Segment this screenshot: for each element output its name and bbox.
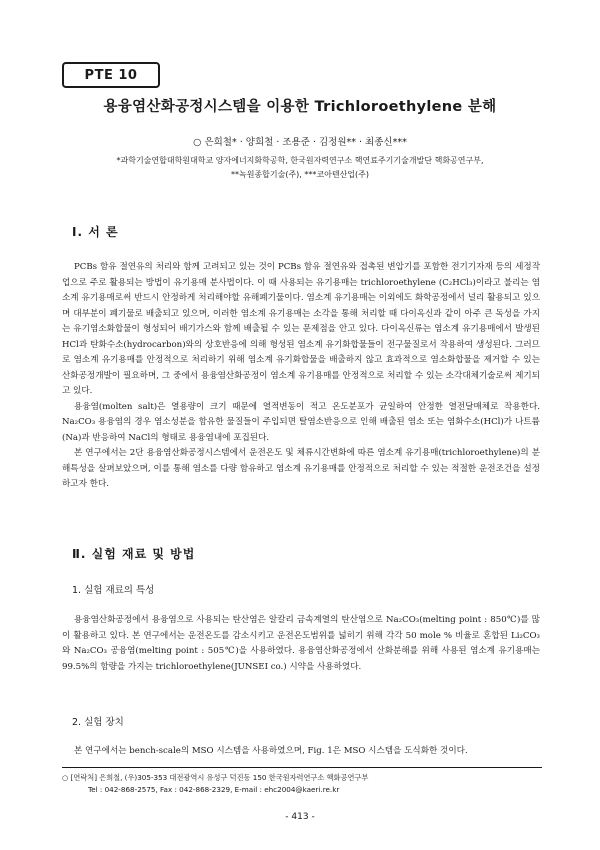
footnote-contact-line-2: Tel : 042-868-2575, Fax : 042-868-2329, E-mail : ehc2004@kaeri.re.kr	[88, 785, 340, 794]
affiliation-line-1: *과학기술연합대학원대학교 양자에너지화학공학, 한국원자력연구소 핵연료주기기술개발단 핵화공연구부,	[116, 156, 484, 165]
section-heading-methods: Ⅱ. 실험 재료 및 방법	[72, 547, 196, 561]
materials-paragraph: 용융염산화공정에서 용융염으로 사용되는 탄산염은 알칼리 금속계열의 탄산염으로 Na₂CO₃(melting point : 850℃)를 많이 활용하고 있다. 본 연구에서는 운전온도를 감소시키고 운전온도범위를 넓히기 위해 각각 50 mole % 비율로 혼합된 Li₂CO₃와 Na₂CO₃ 공융염(melting point : 505℃)을 사용하였다. 용융염산화공정에서 산화분해를 위해 사용된 염소계 유기용매는 99.5%의 함량을 가지는 trichloroethylene(JUNSEI co.) 시약을 사용하였다.	[62, 615, 540, 672]
subsection-heading-apparatus: 2. 실험 장치	[72, 717, 124, 728]
intro-paragraph-1: PCBs 함유 절연유의 처리와 함께 고려되고 있는 것이 PCBs 함유 절연유와 접촉된 변압기를 포함한 전기기자재 등의 세정작업으로 주로 활용되는 방법이 유기용매 분사법이다. 이 때 사용되는 유기용매는 trichloroethylene (C₂HCl₃)이라고 불리는 염소계 유기용매로써 반드시 안정하게 처리해야할 유해폐기물이다. 염소계 유기용매는 이외에도 화학공정에서 널리 활용되고 있으며 대부분이 폐기물로 배출되고 있으며, 이러한 염소계 유기용매는 소각을 통해 처리할 때 다이옥신과 같이 아주 큰 독성을 가지는 유기염소화합물이 형성되어 배기가스와 함께 배출될 수 있는 문제점을 안고 있다. 다이옥신류는 염소계 유기용매에서 발생된 HCl과 탄화수소(hydrocarbon)와의 상호반응에 의해 형성된 염소계 유기화합물들이 전구물질로서 작용하여 생성된다. 그러므로 염소계 유기용매를 안정적으로 처리하기 위해 염소계 유기화합물을 배출하지 않고 효과적으로 염소화합물을 제거할 수 있는 산화공정개발이 필요하며, 그 중에서 용융염산화공정이 염소계 유기용매를 안정적으로 처리할 수 있는 소각대체기술로써 제기되고 있다.	[62, 262, 540, 396]
session-tag: PTE 10	[62, 62, 160, 88]
intro-paragraph-3: 본 연구에서는 2단 용융염산화공정시스템에서 운전온도 및 체류시간변화에 따른 염소계 유기용매(trichloroethylene)의 분해특성을 살펴보았으며, 이를 통해 염소를 다량 함유하고 염소계 유기용매를 안정적으로 처리할 수 있는 적절한 운전조건을 설정하고자 한다.	[62, 448, 540, 489]
page-number: - 413 -	[285, 812, 315, 822]
footnote-contact-line-1: ○ [연락처] 은희철, (우)305-353 대전광역시 유성구 덕진동 150 한국원자력연구소 핵화공연구부	[62, 773, 369, 782]
subsection-heading-materials: 1. 실험 재료의 특성	[72, 585, 155, 596]
apparatus-body	[62, 744, 540, 760]
author-list: ○ 은희철* · 양희철 · 조용준 · 김정원** · 최종신***	[193, 137, 407, 148]
footnote-divider	[62, 767, 542, 768]
materials-body	[62, 613, 540, 675]
paper-title: 용융염산화공정시스템을 이용한 Trichloroethylene 분해	[103, 99, 497, 115]
affiliation-line-2: **녹원종합기술(주), ***코아텐산업(주)	[230, 170, 370, 179]
introduction-body	[62, 260, 540, 493]
section-heading-introduction: Ⅰ. 서 론	[72, 225, 119, 239]
intro-paragraph-2: 용융염(molten salt)은 열용량이 크기 때문에 열적변동이 적고 온도분포가 균일하여 안정한 열전달매체로 작용한다. Na₂CO₃ 용융염의 경우 염소성분을 함유한 물질들이 주입되면 탈염소반응으로 인해 배출된 염소 또는 염화수소(HCl)가 나트륨(Na)과 반응하여 NaCl의 형태로 용융염내에 포집된다.	[62, 401, 540, 443]
apparatus-paragraph: 본 연구에서는 bench-scale의 MSO 시스템을 사용하였으며, Fig. 1은 MSO 시스템을 도식화한 것이다.	[74, 746, 468, 756]
